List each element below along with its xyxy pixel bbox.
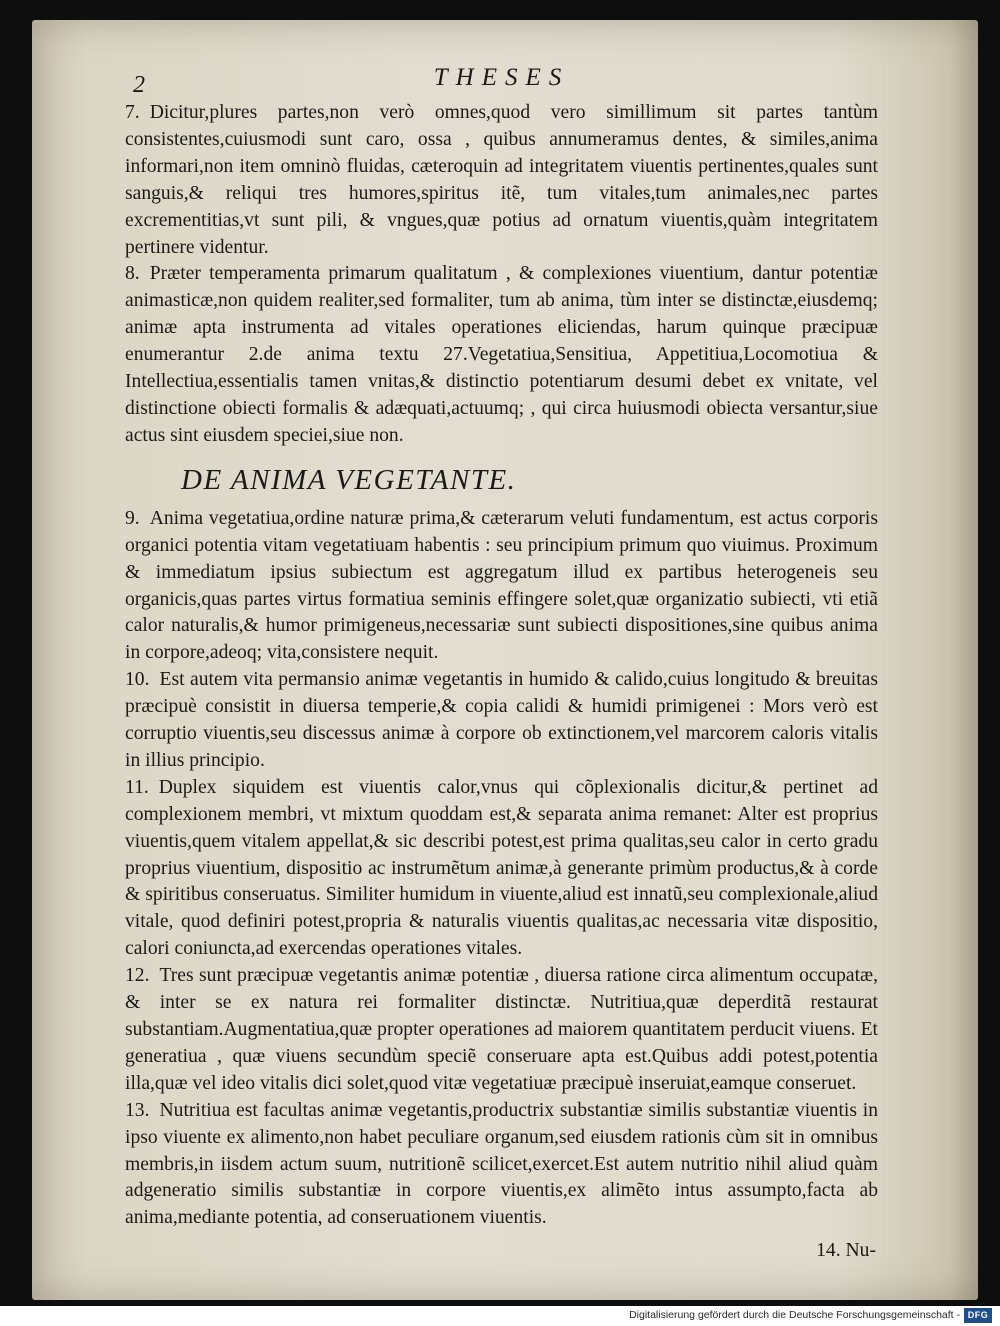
paragraphs-after-heading [125, 506, 878, 1232]
paragraph-text: Anima vegetatiua,ordine naturæ prima,& cæterarum veluti fundamentum, est actus corporis organici potentia vitam vegetatiuam habentis : seu principium primum quo viuimus. Proximum & immediatum ipsius subiectum est aggregatum illud ex partibus heterogeneis seu organicis,quas partes virtus formatiua seminis effingere solet,quæ organizatio subiecti, vti etiã calor naturalis,& humor primigeneus,necessariæ sunt subiecti dispositiones,sine quibus anima in corpore,adeoq; vita,consistere nequit. [125, 507, 878, 664]
paragraphs-before-heading [125, 100, 878, 450]
section-heading: DE ANIMA VEGETANTE. [181, 463, 517, 496]
paragraph-number: 13. [125, 1099, 150, 1121]
catchword: 14. Nu- [816, 1240, 876, 1262]
paragraph-number: 7. [125, 102, 140, 123]
paragraph-text: Dicitur,plures partes,non verò omnes,quod vero simillimum sit partes tantùm consistentes,cuiusmodi sunt caro, ossa , quibus annumeramus dentes, & similes,anima informari,non item omninò fluidas, cæteroquin ad integritatem viuentis pertinentes,quales sunt sanguis,& reliqui tres humores,spiritus itẽ, tum vitales,tum animales,nec partes excrementitias,vt sunt pili, & vngues,quæ potius ad ornatum viuentis,quàm integritatem pertinere videntur. [125, 102, 878, 258]
paragraph-text: Est autem vita permansio animæ vegetantis in humido & calido,cuius longitudo & breuitas præcipuè consistit in diuersa temperie,& copia calidi & humidi primigenei : Mors verò est corruptio viuentis,seu discessus animæ à corpore ob extinctionem,vel marcorem caloris vitalis in illius principio. [125, 669, 878, 771]
thesis-paragraph [125, 1098, 878, 1233]
paragraph-number: 11. [125, 776, 149, 798]
page-header [125, 56, 878, 100]
running-head: THESES [433, 64, 570, 91]
thesis-paragraph [125, 100, 878, 261]
page-number: 2 [133, 72, 145, 98]
dfg-logo-icon: DFG [964, 1308, 992, 1323]
paragraph-number: 9. [125, 507, 140, 529]
funding-note: Digitalisierung gefördert durch die Deutsche Forschungsgemeinschaft - [629, 1309, 960, 1321]
thesis-paragraph [125, 506, 878, 667]
thesis-paragraph [125, 667, 878, 775]
paragraph-text: Duplex siquidem est viuentis calor,vnus qui cõplexionalis dicitur,& pertinet ad complexionem membri, vt mixtum quoddam est,& separata anima remanet: Alter est proprius viuentis,quem vitalem appellat,& sic describi potest,est prima qualitas,seu calor in certo gradu proprius viuentium, dispositio ac instrumẽtum animæ,à generante primùm productus,& à corde & spiritibus conseruatus. Similiter humidum in viuente,aliud est innatũ,seu complexionale,aliud vitale, quod definiri potest,propria & naturalis viuentis qualitas,ac necessaria vitæ dispositio, calori coniuncta,ad exercendas operationes vitales. [125, 776, 878, 960]
paragraph-number: 10. [125, 669, 150, 691]
paragraph-text: Præter temperamenta primarum qualitatum , & complexiones viuentium, dantur potentiæ animasticæ,non quidem realiter,sed formaliter, tum ab anima, tùm inter se distinctæ,eiusdemq; animæ apta instrumenta ad vitales operationes eliciendas, harum quinque præcipuæ enumerantur 2.de anima textu 27.Vegetatiua,Sensitiua, Appetitiua,Locomotiua & Intellectiua,essentialis tamen vnitas,& distinctio potentiarum desumi debet ex vnitate, vel distinctione obiecti formalis & adæquati,actuumq; , qui circa huiusmodi obiecta versantur,siue actus sint eiusdem speciei,siue non. [125, 263, 878, 446]
footer-bar [0, 1306, 1000, 1326]
paragraph-number: 8. [125, 263, 140, 285]
page-text-block [125, 56, 878, 1262]
paragraph-text: Tres sunt præcipuæ vegetantis animæ potentiæ , diuersa ratione circa alimentum occupatæ, & inter se ex natura rei formaliter distinctæ. Nutritiua,quæ deperditã restaurat substantiam.Augmentatiua,quæ propter operationes ad maiorem quantitatem perducit viuens. Et generatiua , quæ viuens secundùm speciẽ conseruare apta est.Quibus addi potest,potentia illa,quæ vel ideo vitalis dici solet,quod vitæ vegetatiuæ præcipuè inseruiat,eamque conseruet. [125, 965, 878, 1094]
thesis-paragraph [125, 775, 878, 963]
thesis-paragraph [125, 261, 878, 449]
paragraph-text: Nutritiua est facultas animæ vegetantis,productrix substantiæ similis substantiæ viuentis in ipso viuente ex alimento,non habet peculiare organum,sed eiusdem rationis cùm sit in omnibus membris,in iisdem actum suum, nutritionẽ scilicet,exercet.Est autem nutritio nihil aliud quàm adgeneratio similis substantiæ in corpore viuentis,ex alimẽto intus assumpto,facta ab anima,mediante potentia, ad conseruationem viuentis. [125, 1099, 878, 1229]
thesis-paragraph [125, 963, 878, 1098]
paragraph-number: 12. [125, 965, 150, 987]
